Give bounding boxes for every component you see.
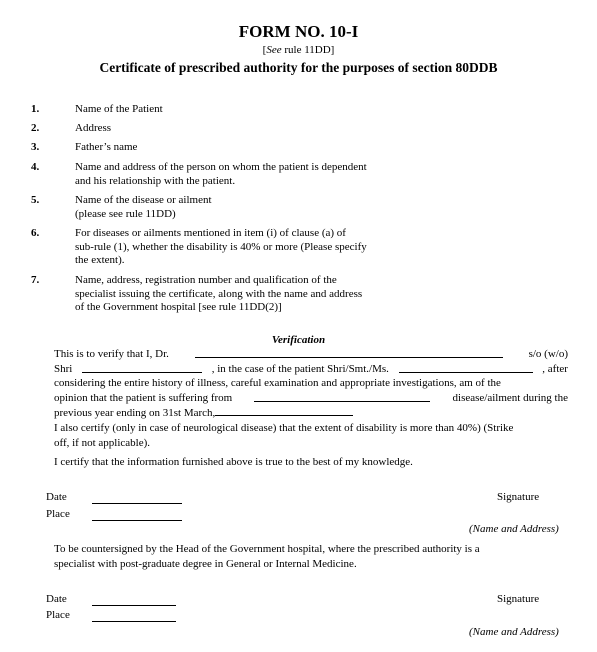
rule-reference [0,44,597,56]
certificate-title: Certificate of prescribed authority for the purposes of section 80DDB [99,60,498,75]
signature-label: Signature [497,593,540,605]
signature-label: Signature [497,491,540,503]
item-line: For diseases or ailments mentioned in item (i) of clause (a) of [75,227,346,239]
item-line: Name, address, registration number and qualification of the [75,274,337,286]
name-address-label: (Name and Address) [469,626,559,638]
item-line: the extent). [75,254,125,266]
verify-text: Shri [54,362,73,375]
countersign-note [54,542,568,571]
doctor-name-blank[interactable] [195,347,503,358]
verify-text: , after [542,362,568,375]
verify-line-2 [54,362,568,377]
item-line: (please see rule 11DD) [75,207,176,220]
verify-text: This is to verify that I, Dr. [54,348,169,360]
verify-text: previous year ending on 31st March, [54,407,216,419]
rule-ref-see: See [266,44,282,56]
item-text [75,141,400,155]
item-text [75,122,400,136]
verify-text: opinion that the patient is suffering from [54,391,233,404]
item-line: Name of the Patient [75,103,163,115]
countersign-line: To be countersigned by the Head of the Government hospital, where the prescribed authority is a [54,543,480,555]
verify-line-4 [54,391,568,406]
verify-text: , in the case of the patient Shri/Smt./Ms. [211,362,389,375]
item-line: specialist issuing the certificate, along with the name and address [75,287,363,300]
verify-text: disease/ailment during the [452,391,568,404]
year-blank[interactable] [215,405,353,416]
disease-blank[interactable] [254,391,430,402]
item-line: sub-rule (1), whether the disability is 40% or more (Please specify [75,240,367,253]
place-line[interactable] [92,621,176,622]
certify-line: off, if not applicable). [54,436,151,449]
place-label: Place [46,508,70,520]
rule-ref-suffix: rule 11DD] [281,44,335,56]
item-line: Name of the disease or ailment [75,194,212,206]
verify-text: s/o (w/o) [528,348,568,360]
verify-line-5 [54,405,568,421]
date-line[interactable] [92,605,176,606]
item-number: 4. [31,161,40,173]
item-number: 1. [31,103,40,115]
form-number: FORM NO. 10-I [238,22,359,41]
item-number: 6. [31,227,40,239]
verification-title: Verification [271,334,326,346]
date-line[interactable] [92,503,182,504]
item-number: 2. [31,122,40,134]
item-line: Address [75,122,112,134]
certify-line: I also certify (only in case of neurological disease) that the extent of disability is more than 40%) (Strike [54,422,514,434]
date-label: Date [46,491,67,503]
place-label: Place [46,609,70,621]
item-text [75,194,400,221]
item-number: 3. [31,141,40,153]
rule-ref-prefix: [ [262,44,267,56]
verification-paragraph [54,347,568,421]
verify-line-1 [54,347,568,362]
father-name-blank[interactable] [82,362,202,373]
neurological-certify [54,421,568,450]
date-label: Date [46,593,67,605]
countersign-line: specialist with post-graduate degree in General or Internal Medicine. [54,557,357,570]
item-text [75,227,400,268]
place-line[interactable] [92,520,182,521]
item-number: 7. [31,274,40,286]
item-line: Name and address of the person on whom the patient is dependent [75,161,367,173]
item-text [75,161,400,188]
name-address-label: (Name and Address) [469,523,559,535]
item-line: of the Government hospital [see rule 11DD(2)] [75,301,282,313]
item-line: Father’s name [75,141,138,153]
truth-certify: I certify that the information furnished above is true to the best of my knowledge. [54,456,413,468]
item-text [75,103,400,117]
item-number: 5. [31,194,40,206]
item-text [75,274,400,315]
item-line: and his relationship with the patient. [75,174,236,187]
patient-name-blank[interactable] [399,362,533,373]
verify-line-3: considering the entire history of illness, careful examination and appropriate investigations, am of the [54,377,501,389]
